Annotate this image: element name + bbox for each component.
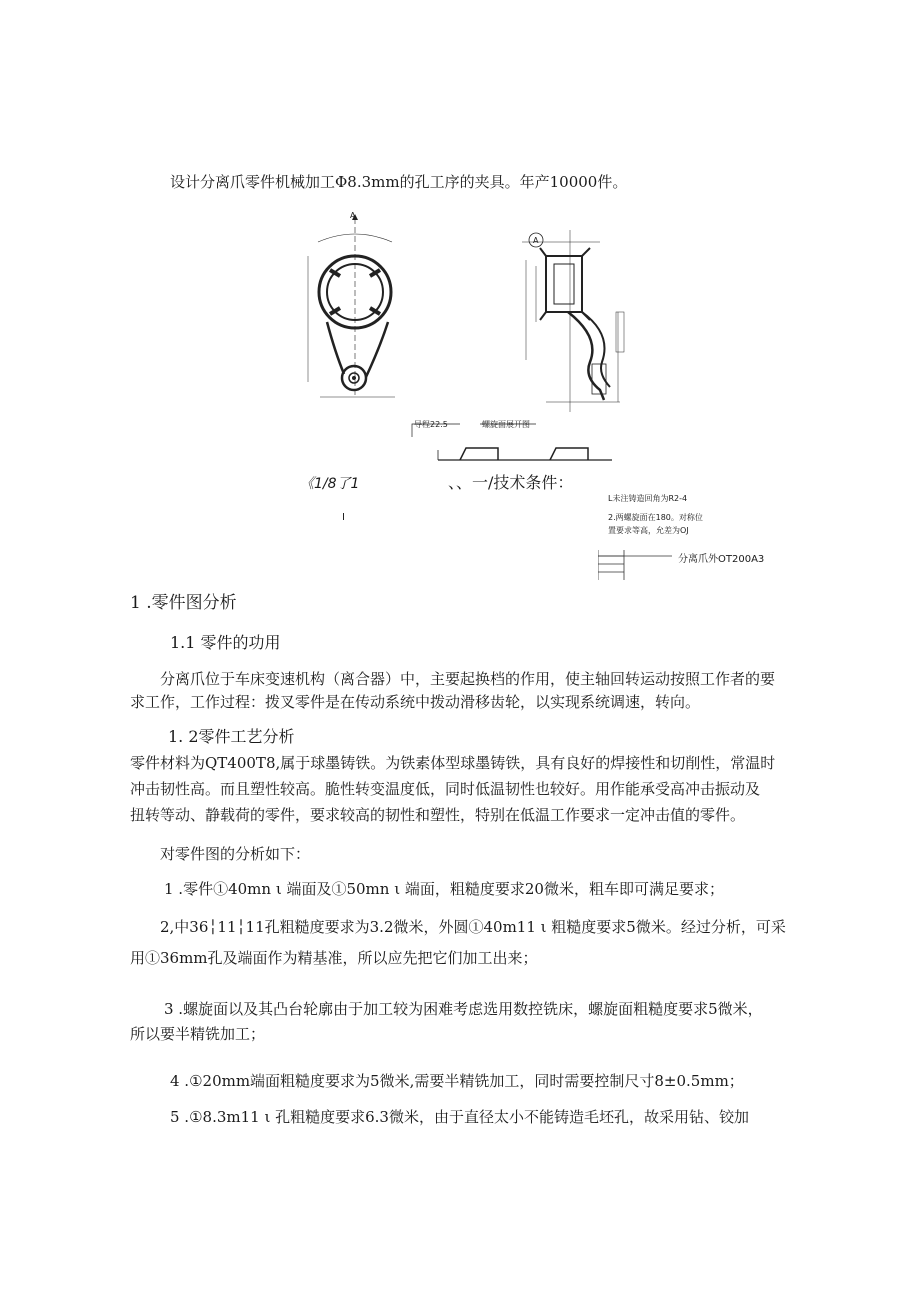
datum-marker-a: A	[533, 236, 539, 245]
note-2b: 置要求等高，允差为OJ	[608, 526, 689, 535]
s12-para-line-3: 扭转等动、静载荷的零件，要求较高的韧性和塑性，特别在低温工作要求一定冲击值的零件。	[130, 806, 746, 824]
title-block-grid	[598, 550, 672, 580]
section-1-1-title: 1.1 零件的功用	[170, 633, 281, 652]
spiral-label: 螺旋面展开图	[482, 420, 530, 429]
s12-para-line-2: 冲击韧性高。而且塑性较高。脆性转变温度低，同时低温韧性也较好。用作能承受高冲击振动及	[130, 780, 761, 798]
s12-para-line-1: 零件材料为QT400T8,属于球墨铸铁。为铁素体型球墨铸铁，具有良好的焊接性和切削性，常温时	[130, 754, 776, 772]
lead-label: 导程22.5	[414, 420, 448, 429]
section-1-title: 1 .零件图分析	[130, 593, 237, 613]
note-1: L未注铸造回角为R2-4	[608, 494, 688, 503]
note-2a: 2.两螺旋面在180。对称位	[608, 513, 703, 522]
tick-mark: I	[342, 512, 345, 523]
analysis-item-1: 1 .零件①40mn ι 端面及①50mn ι 端面，粗糙度要求20微米，粗车即可满足要求；	[164, 880, 724, 898]
section-marker-a: A	[350, 212, 356, 220]
tech-title: 、、一/技术条件：	[448, 473, 574, 492]
part-drawing	[300, 212, 632, 468]
analysis-item-3-line-1: 3 .螺旋面以及其凸台轮廓由于加工较为困难考虑选用数控铣床，螺旋面粗糙度要求5微米，	[164, 1000, 763, 1018]
intro-line: 设计分离爪零件机械加工Φ8.3mm的孔工序的夹具。年产10000件。	[170, 173, 628, 191]
analysis-item-3-line-2: 所以要半精铣加工；	[130, 1025, 266, 1043]
analysis-intro: 对零件图的分析如下：	[160, 845, 311, 863]
analysis-item-2-line-1: 2,中36╎11╎11孔粗糙度要求为3.2微米，外圆①40m11 ι 粗糙度要求5微米。经过分析，可采	[160, 918, 786, 936]
analysis-item-4: 4 .①20mm端面粗糙度要求为5微米,需要半精铣加工，同时需要控制尺寸8±0.5mm；	[170, 1072, 744, 1090]
section-1-2-title: 1. 2零件工艺分析	[168, 727, 295, 746]
analysis-item-5: 5 .①8.3m11 ι 孔粗糙度要求6.3微米，由于直径太小不能铸造毛坯孔，故采用钻、铰加	[170, 1108, 749, 1126]
title-block-text: 分离爪外OT200A3	[678, 554, 765, 565]
s11-para-line-1: 分离爪位于车床变速机构（离合器）中，主要起换档的作用，使主轴回转运动按照工作者的要	[160, 670, 776, 688]
tech-garble: 《1/8了1	[300, 476, 360, 492]
s11-para-line-2: 求工作，工作过程：拨叉零件是在传动系统中拨动滑移齿轮，以实现系统调速，转向。	[130, 693, 701, 711]
analysis-item-2-line-2: 用①36mm孔及端面作为精基准，所以应先把它们加工出来；	[130, 949, 538, 967]
